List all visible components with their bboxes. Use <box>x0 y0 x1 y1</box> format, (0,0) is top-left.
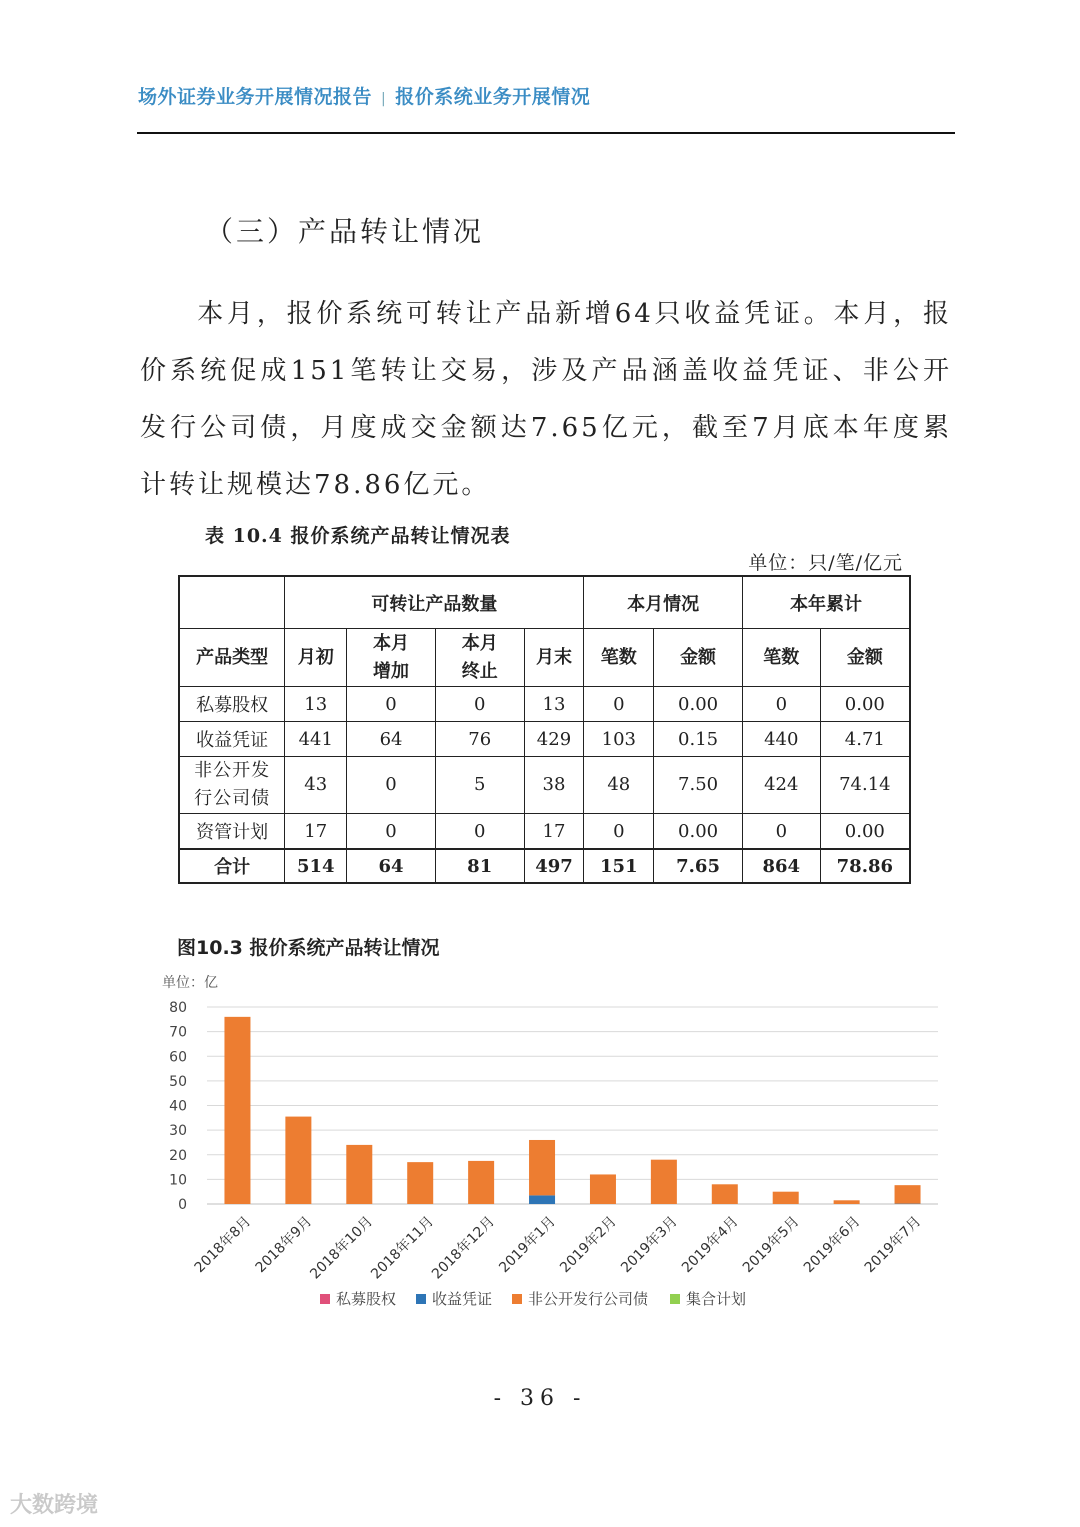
x-tick-label: 2019年5月 <box>739 1213 803 1277</box>
table-cell: 64 <box>347 722 436 757</box>
table-cell: 0 <box>742 687 820 722</box>
table-cell: 5 <box>435 757 524 814</box>
table-cell: 0.00 <box>654 814 743 850</box>
header-rule <box>137 132 955 134</box>
total-cell: 81 <box>435 849 524 883</box>
table-row <box>179 757 910 814</box>
column-header: 本月增加 <box>347 629 436 687</box>
table-cell: 4.71 <box>820 722 910 757</box>
table-header-row <box>179 629 910 687</box>
column-header: 金额 <box>654 629 743 687</box>
table-cell: 38 <box>524 757 584 814</box>
bar-segment <box>346 1145 372 1204</box>
header-separator: | <box>381 91 387 107</box>
table-cell: 17 <box>524 814 584 850</box>
column-header: 笔数 <box>584 629 654 687</box>
y-tick-label: 30 <box>169 1123 187 1140</box>
y-tick-label: 20 <box>169 1147 187 1164</box>
table-row <box>179 814 910 850</box>
y-tick-label: 50 <box>169 1073 187 1090</box>
table-cell: 0.00 <box>820 814 910 850</box>
y-tick-label: 10 <box>169 1172 187 1189</box>
legend-label: 私募股权 <box>336 1290 397 1308</box>
table-cell: 0 <box>347 687 436 722</box>
table-caption: 表 10.4 报价系统产品转让情况表 <box>205 525 511 547</box>
table-cell: 48 <box>584 757 654 814</box>
y-tick-label: 60 <box>169 1049 187 1066</box>
table-cell: 收益凭证 <box>179 722 285 757</box>
table-unit: 单位：只/笔/亿元 <box>748 552 903 574</box>
legend-swatch <box>320 1294 330 1304</box>
table-cell: 0 <box>435 687 524 722</box>
table-cell: 0 <box>347 814 436 850</box>
group-header: 本年累计 <box>742 576 910 629</box>
x-tick-label: 2018年8月 <box>191 1213 255 1277</box>
column-header: 本月终止 <box>435 629 524 687</box>
transfer-bar-chart <box>160 965 960 1325</box>
table-cell: 0 <box>347 757 436 814</box>
bar-segment <box>529 1195 555 1204</box>
table-cell: 0 <box>435 814 524 850</box>
column-header: 笔数 <box>742 629 820 687</box>
total-cell: 合计 <box>179 849 285 883</box>
legend-label: 集合计划 <box>686 1290 747 1308</box>
table-cell: 74.14 <box>820 757 910 814</box>
y-tick-label: 0 <box>178 1197 187 1213</box>
table-total-row <box>179 849 910 883</box>
table-cell: 13 <box>524 687 584 722</box>
total-cell: 7.65 <box>654 849 743 883</box>
table-corner-cell <box>179 576 285 629</box>
x-tick-label: 2019年2月 <box>557 1213 620 1277</box>
table-cell: 429 <box>524 722 584 757</box>
x-tick-label: 2019年3月 <box>618 1213 681 1277</box>
table-cell: 441 <box>285 722 347 757</box>
total-cell: 151 <box>584 849 654 883</box>
table-cell: 424 <box>742 757 820 814</box>
column-header: 月末 <box>524 629 584 687</box>
table-cell: 0 <box>742 814 820 850</box>
bar-segment <box>773 1192 799 1204</box>
group-header: 可转让产品数量 <box>285 576 584 629</box>
page-header <box>138 82 590 109</box>
legend-label: 收益凭证 <box>432 1290 493 1308</box>
legend-swatch <box>512 1294 522 1304</box>
table-cell: 7.50 <box>654 757 743 814</box>
watermark-logo: 大数跨境 <box>10 1493 99 1518</box>
table-cell: 0.00 <box>654 687 743 722</box>
table-cell: 440 <box>742 722 820 757</box>
header-section: 报价系统业务开展情况 <box>395 86 591 108</box>
column-header: 月初 <box>285 629 347 687</box>
x-tick-label: 2019年6月 <box>800 1213 864 1277</box>
page-number: - 36 - <box>493 1386 587 1411</box>
column-header: 产品类型 <box>179 629 285 687</box>
legend-swatch <box>416 1294 426 1304</box>
y-tick-label: 70 <box>169 1024 187 1041</box>
table-row <box>179 722 910 757</box>
table-cell: 0.15 <box>654 722 743 757</box>
total-cell: 78.86 <box>820 849 910 883</box>
column-header: 金额 <box>820 629 910 687</box>
table-cell: 0 <box>584 814 654 850</box>
table-cell: 76 <box>435 722 524 757</box>
section-title: （三）产品转让情况 <box>205 215 485 248</box>
x-tick-label: 2018年9月 <box>252 1213 316 1277</box>
bar-segment <box>895 1185 921 1203</box>
report-title: 场外证券业务开展情况报告 <box>138 86 373 108</box>
x-tick-label: 2018年11月 <box>368 1213 438 1283</box>
chart-unit-label: 单位：亿 <box>162 975 218 991</box>
transfer-table <box>178 575 911 884</box>
table-group-header-row <box>179 576 910 629</box>
y-tick-label: 80 <box>169 1000 187 1016</box>
x-tick-label: 2019年4月 <box>679 1213 742 1277</box>
x-tick-label: 2018年10月 <box>307 1213 377 1283</box>
table-cell: 资管计划 <box>179 814 285 850</box>
x-tick-label: 2019年7月 <box>861 1213 925 1277</box>
bar-segment <box>834 1200 860 1204</box>
total-cell: 514 <box>285 849 347 883</box>
bar-segment <box>468 1161 494 1204</box>
body-paragraph: 本月，报价系统可转让产品新增64只收益凭证。本月，报价系统促成151笔转让交易，涉及产品涵盖收益凭证、非公开发行公司债，月度成交金额达7.65亿元，截至7月底本年度累计转让规模达78.86亿元。 <box>140 299 952 500</box>
bar-segment <box>651 1160 677 1204</box>
figure-caption: 图10.3 报价系统产品转让情况 <box>177 937 440 959</box>
bar-segment <box>590 1174 616 1204</box>
bar-segment <box>285 1117 311 1204</box>
legend-swatch <box>670 1294 680 1304</box>
bar-segment <box>529 1140 555 1195</box>
total-cell: 64 <box>347 849 436 883</box>
total-cell: 497 <box>524 849 584 883</box>
x-tick-label: 2018年12月 <box>429 1213 498 1283</box>
table-cell: 13 <box>285 687 347 722</box>
table-cell: 43 <box>285 757 347 814</box>
legend-label: 非公开发行公司债 <box>528 1290 649 1308</box>
table-cell: 0.00 <box>820 687 910 722</box>
group-header: 本月情况 <box>584 576 743 629</box>
bar-segment <box>712 1184 738 1204</box>
total-cell: 864 <box>742 849 820 883</box>
table-cell: 私募股权 <box>179 687 285 722</box>
table-cell: 17 <box>285 814 347 850</box>
y-tick-label: 40 <box>169 1098 187 1115</box>
table-row <box>179 687 910 722</box>
x-tick-label: 2019年1月 <box>496 1213 559 1277</box>
table-cell: 0 <box>584 687 654 722</box>
table-cell: 103 <box>584 722 654 757</box>
bar-segment <box>224 1017 250 1204</box>
bar-segment <box>407 1162 433 1204</box>
table-cell: 非公开发行公司债 <box>179 757 285 814</box>
